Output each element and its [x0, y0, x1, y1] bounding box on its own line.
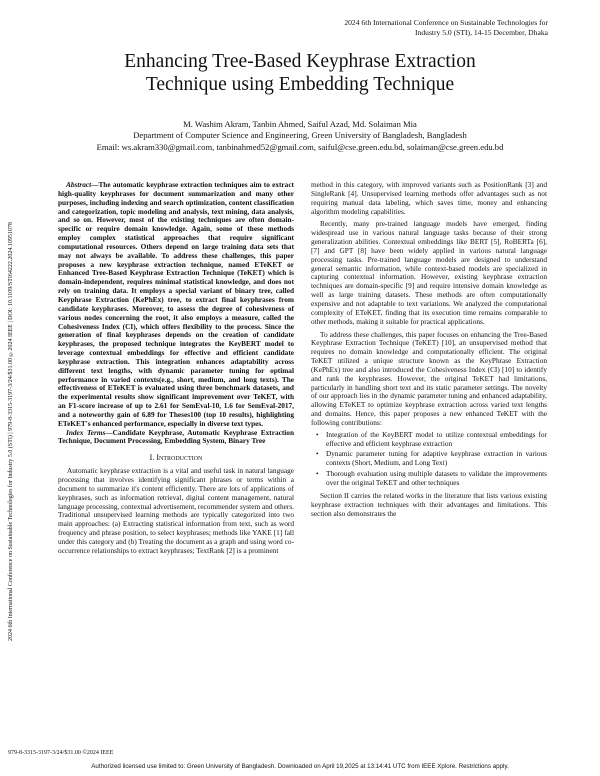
contribution-list: [311, 431, 547, 488]
title-line-1: Enhancing Tree-Based Keyphrase Extraction: [124, 51, 476, 72]
abstract: [58, 181, 294, 446]
index-terms-label: Index Terms: [66, 427, 106, 437]
author-block: [40, 119, 560, 153]
isbn-line: 979-8-3315-3197-3/24/$31.00 ©2024 IEEE: [8, 750, 114, 756]
list-item: • Thorough evaluation using multiple datasets to validate the improvements over the original TeKET and other techniques: [326, 470, 547, 488]
author-names: M. Washim Akram, Tanbin Ahmed, Saiful Azad, Md. Solaiman Mia: [183, 119, 417, 129]
license-footer: Authorized licensed use limited to: Green University of Bangladesh. Downloaded on April 19,2025 at 13:14:41 UTC from IEEE Xplore. Restrictions apply.: [91, 763, 509, 770]
paper-title: [40, 50, 560, 96]
intro-paragraph-2: Recently, many pre-trained language models have emerged, finding widespread use in various natural language tasks because of their strong generalization abilities. Contextual embeddings like BERT [5], RoBERTa [6], [7] and GPT [8] have been widely applied in various natural language processing tasks. Pre-trained language models are designed to understand general semantic information, while context-based models are specialized in capturing contextual information. However, existing keyphrase extraction techniques are domain-specific [9] and require intensive domain knowledge as well as large training datasets. These methods are often computationally expensive and not adaptable to text variations. We analyzed the computational complexity of ETeKET, finding that its execution time remains comparable to other methods, making it suitable for practical applications.: [311, 219, 547, 326]
intro-paragraph-1: Automatic keyphrase extraction is a vital and useful task in natural language processing that involves identifying significant phrases or terms within a document to summarize it's content efficiently. There are lots of applications of keyphrases, such as information retrieval, digital content management, natural language processing, contextual advertisement, recommender system and others. Traditional unsupervised learning methods are typically categorized into two main approaches: (a) Extracting statistical information from text, such as word frequency and phrase position, to select keyphrases; methods like YAKE [1] fall under this category and (b) Treating the document as a graph and using word co-occurrence relationships to extract keyphrases; TextRank [2] is a prominent: [58, 466, 294, 555]
list-item: • Dynamic parameter tuning for adaptive keyphrase extraction in various contexts (Short, Medium, and Long Text): [326, 450, 547, 468]
abstract-text: —The automatic keyphrase extraction techniques aim to extract high-quality keyphrases for document summarization and many other purposes, including indexing and search optimization, content classification and categorization, topic modeling and analysis, text mining, data analysis, and so on. However, most of the existing techniques are often domain-specific or require domain knowledge. Again, some of these methods employ complex statistical approaches that require significant computational resources. Others depend on large training data sets that may not always be available. To address these challenges, this paper proposes a new keyphrase extraction technique, named ETeKET or Enhanced Tree-Based Keyphrase Extraction Technique (TeKET) which is domain-independent, requires minimal statistical knowledge, and does not rely on training data. It employs a special variant of binary tree, called Keyphrase Extraction (KePhEx) tree, to extract final keyphrases from candidate keyphrases. Moreover, to assess the degree of cohesiveness of various nodes concerning the root, it also employs a measure, called the Cohesiveness Index (CI), which offers flexibility to the process. Since the generation of final keyphrases depends on the creation of candidate keyphrases, the proposed technique integrates the KeyBERT model to leverage contextual embeddings for effective and efficient candidate keyphrase extraction. This integration enhances adaptability across different text lengths, with dynamic parameter tuning for optimal performance in varied contexts(e.g., short, medium, and long texts). The effectiveness of ETeKET is evaluated using three benchmark datasets, and the experimental results show significant improvement over TeKET, with an F1-score increase of up to 2.61 for SemEval-10, 1.6 for SemEval-2017, and a noteworthy gain of 6.89 for Theses100 (top 10 results), highlighting ETeKET's enhanced performance, especially in diverse text types.: [58, 180, 294, 428]
right-column: [311, 181, 547, 518]
section-heading-introduction: I. Introduction: [149, 453, 203, 463]
conference-line-2: Industry 5.0 (STI), 14-15 December, Dhaka: [415, 28, 548, 37]
intro-paragraph-1-continued: method in this category, with improved variants such as PositionRank [3] and SingleRank [4]. Unsupervised learning methods offer advantages such as not requiring manual data labeling, which saves time, money and enhancing algorithm modeling capabilities.: [311, 180, 547, 216]
author-affiliation: Department of Computer Science and Engineering, Green University of Bangladesh, Bangladesh: [133, 130, 467, 141]
abstract-label: Abstract: [66, 180, 92, 189]
left-column: [58, 181, 294, 556]
conference-line-1: 2024 6th International Conference on Sustainable Technologies for: [344, 18, 548, 27]
author-emails: Email: ws.akram330@gmail.com, tanbinahmed52@gmail.com, saiful@cse.green.edu.bd, solaiman@cse.green.edu.bd: [96, 141, 504, 152]
intro-paragraph-3: To address these challenges, this paper focuses on enhancing the Tree-Based Keyphrase Extraction Technique (TeKET) [10], an unsupervised method that requires no domain knowledge and computationally efficient. The original TeKET utilized a unique structure known as the KeyPhrase Extraction (KePhEx) tree and also introduced the Cohesiveness Index (CI) [10] to identify and rank the keyphrases. However, the original TeKET had limitations, particularly in handling short text and its static parameter settings. The novelty of our approach lies in the dynamic parameter tuning and enhanced adaptability, allowing ETeKET to optimize keyphrase extraction across varied text lengths and domains. Hence, this paper proposes a new enhanced TeKET with the following contributions:: [311, 329, 547, 427]
index-terms-text: —Candidate Keyphrase, Automatic Keyphrase Extraction Technique, Document Processing, Embedding System, Binary Tree: [58, 427, 295, 446]
list-item: • Integration of the KeyBERT model to utilize contextual embeddings for effective and efficient keyphrase extraction: [326, 431, 547, 449]
doi-sidebar: 2024 6th International Conference on Sustainable Technologies for Industry 5.0 (STI) | 979-8-3315-3197-3/24/$31.00 ©2024 IEEE | DOI: 10.1109/STI64222.2024.10951078: [8, 222, 14, 642]
title-line-2: Technique using Embedding Technique: [145, 74, 455, 95]
intro-paragraph-4: Section II carries the related works in the literature that lists various existing keyphrase extraction techniques with their advantages and limitations. This section also demonstrates the: [311, 490, 547, 518]
conference-header: [248, 18, 548, 38]
